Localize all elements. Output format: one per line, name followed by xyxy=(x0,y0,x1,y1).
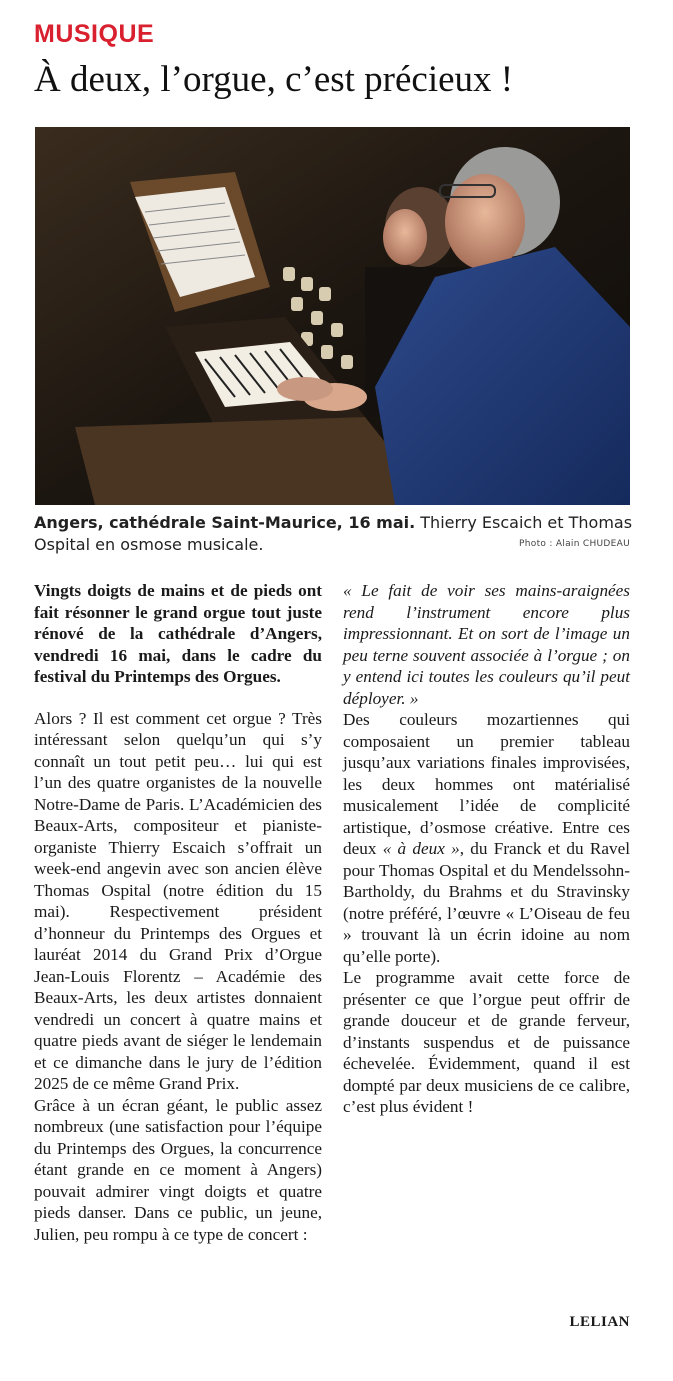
photo-caption xyxy=(34,512,634,556)
article-lead: Vingts doigts de mains et de pieds ont fait résonner le grand orgue tout juste rénové de la cathédrale d’Angers, vendredi 16 mai, dans le cadre du festival du Printemps des Orgues. xyxy=(34,581,322,686)
body-paragraph-3 xyxy=(343,709,630,967)
body-paragraph-4: Le programme avait cette force de présenter ce que l’orgue peut offrir de grande douceur et de grande ferveur, d’instants suspendus et de puissance échevelée. Évidemment, quand il est dompté par deux musiciens de ce calibre, c’est plus évident ! xyxy=(343,968,630,1116)
caption-text: Thierry Escaich et Thomas Ospital en osmose musicale. xyxy=(34,513,633,554)
article-headline: À deux, l’orgue, c’est précieux ! xyxy=(34,59,514,100)
body-paragraph-1: Alors ? Il est comment cet orgue ? Très intéressant selon quelqu’un qui s’y connaît un tout petit peu… lui qui est l’un des quatre organistes de la nouvelle Notre-Dame de Paris. L’Académicien des Beaux-Arts, compositeur et pianiste-organiste Thierry Escaich s’offrait un week-end angevin avec son ancien élève Thomas Ospital (notre édition du 15 mai). Respectivement président d’honneur du Printemps des Orgues et lauréat 2014 du Grand Prix d’Orgue Jean-Louis Florentz – Académie des Beaux-Arts, les deux artistes donnaient vendredi un concert à quatre mains et quatre pieds avant de siéger le lendemain et ce dimanche dans le jury de l’édition 2025 de ce même Grand Prix. xyxy=(34,708,322,1093)
body-paragraph-2-text: Grâce à un écran géant, le public assez nombreux (une satisfaction pour l’équipe du Printemps des Orgues, la concurrence étant grande en ce moment à Angers) pouvait admirer vingt doigts et quatre pieds danser. Dans ce public, un jeune, Julien, peu rompu à ce type de concert : xyxy=(34,1095,322,1244)
column-left xyxy=(34,580,322,1245)
article-photo xyxy=(35,127,630,505)
section-rubric: MUSIQUE xyxy=(34,20,155,48)
body-paragraph-3-text-b: , du Franck et du Ravel pour Thomas Ospital et du Mendelssohn-Bartholdy, du Brahms et du Stravinsky (notre préféré, l’œuvre « L’Oiseau de feu » trouvant là un écrin idoine au nom qu’elle porte). xyxy=(343,839,630,966)
column-right xyxy=(343,580,630,1118)
body-paragraph-2 xyxy=(34,1095,322,1246)
body-paragraph-3-text-a: Des couleurs mozartiennes qui composaient un premier tableau jusqu’aux variations finales improvisées, les deux hommes ont matérialisé musicalement l’idée de complicité artistique, d’osmose créative. Entre ces deux xyxy=(343,710,630,858)
a-deux-quote: « à deux » xyxy=(382,839,460,858)
body-paragraph-2-continued: « Le fait de voir ses mains-araignées rend l’instrument encore plus impressionnant. Et on sort de l’image un peu terne souvent associée à l’orgue ; on y entend ici toutes les couleurs qu’il peut déployer. » xyxy=(343,581,630,708)
author-signature: LELIAN xyxy=(569,1314,630,1330)
photo-credit: Photo : Alain CHUDEAU xyxy=(519,539,630,549)
caption-location: Angers, cathédrale Saint-Maurice, 16 mai. xyxy=(34,513,416,532)
organ-performance-illustration xyxy=(35,127,630,505)
